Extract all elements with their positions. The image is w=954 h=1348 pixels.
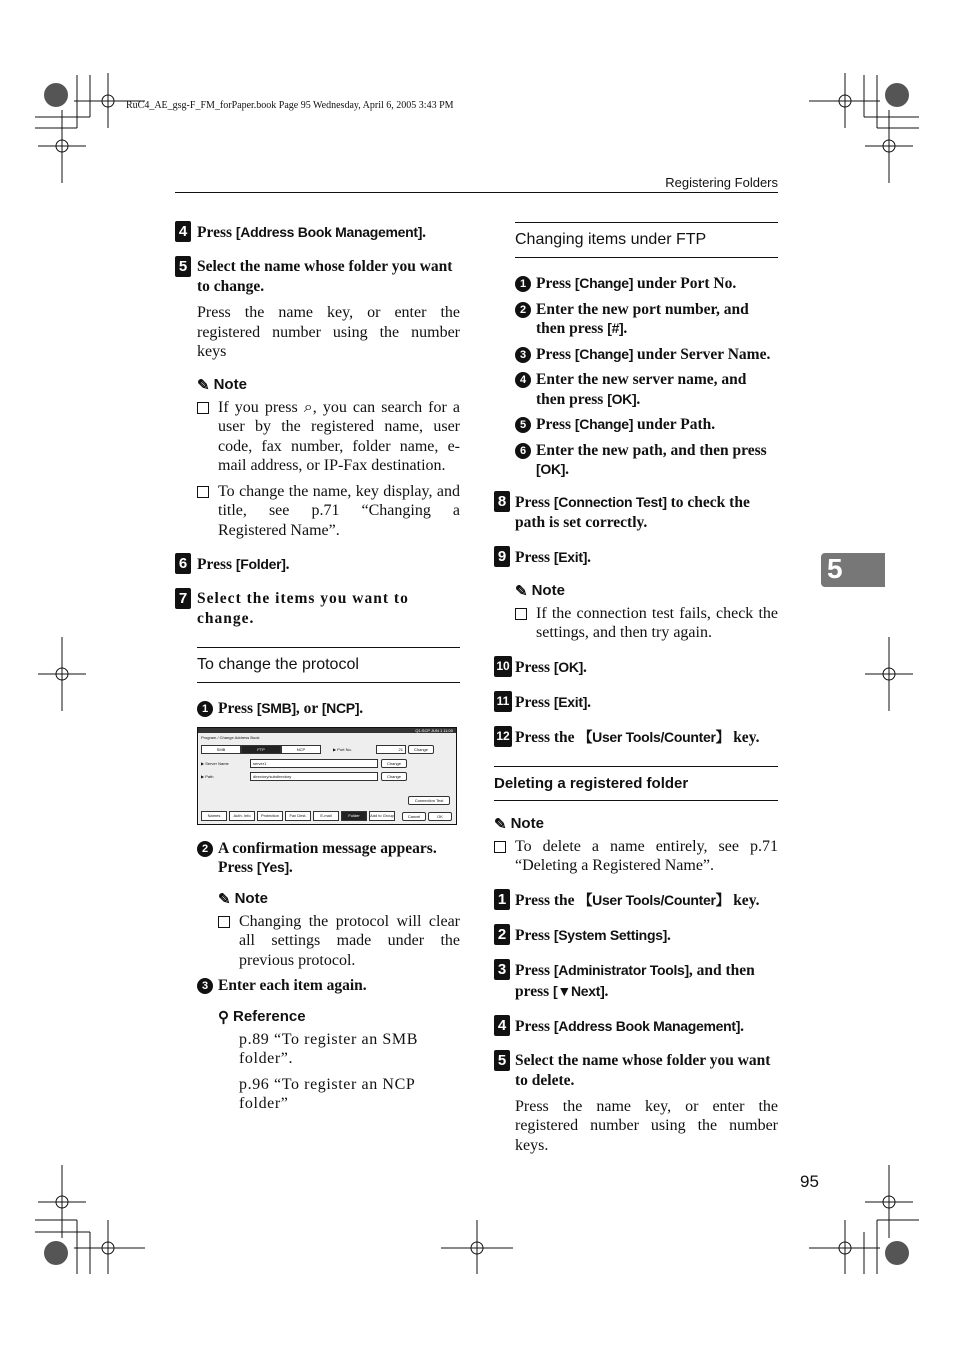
server-change-button[interactable]: Change <box>381 759 407 768</box>
note-heading: ✎ Note <box>197 376 247 394</box>
screen-status: Q1:SCP JUN 1 11:00 <box>415 727 453 733</box>
delete-step-3: 3 Press [Administrator Tools], and then press [▼Next]. <box>494 960 778 1002</box>
ok-button[interactable]: OK <box>428 812 452 821</box>
tab-names[interactable]: Names <box>201 811 227 821</box>
step-4: 4 Press [Address Book Management]. <box>175 222 460 243</box>
step-6: 6 Press [Folder]. <box>175 554 460 575</box>
checkbox-icon <box>197 402 209 414</box>
note-heading: ✎ Note <box>494 815 544 833</box>
reference-heading: ⚲ Reference <box>218 1008 306 1026</box>
tab-add-to-group[interactable]: Add to Group <box>369 811 395 821</box>
tab-ftp[interactable]: FTP <box>241 745 281 754</box>
magnifier-icon: ⚲ <box>218 1008 229 1026</box>
ftp-step-2: 2 Enter the new port number, and then press [#]. <box>494 300 778 339</box>
delete-step-2: 2 Press [System Settings]. <box>494 925 778 946</box>
reference-item: p.96 “To register an NCP folder” <box>239 1075 415 1112</box>
path-field[interactable]: directory/subdirectory <box>250 772 378 781</box>
header-rule <box>175 192 778 193</box>
step-8: 8 Press [Connection Test] to check the path is set correctly. <box>494 492 778 533</box>
connection-test-button[interactable]: Connection Test <box>408 796 450 805</box>
protocol-step-3: 3 Enter each item again. <box>175 976 460 996</box>
protocol-heading: To change the protocol <box>197 647 460 683</box>
note-item: To change the name, key display, and title, see p.71 “Changing a Registered Name”. <box>175 482 460 541</box>
ftp-step-6: 6 Enter the new path, and then press [OK]. <box>494 441 778 480</box>
reference-item: p.89 “To register an SMB folder”. <box>239 1030 419 1067</box>
right-column <box>494 222 778 1169</box>
pencil-icon: ✎ <box>515 582 528 600</box>
step-10: 10 Press [OK]. <box>494 657 778 678</box>
note-item: If the connection test fails, check the settings, and then try again. <box>494 604 778 643</box>
checkbox-icon <box>515 608 527 620</box>
tab-protection[interactable]: Protection <box>257 811 283 821</box>
ftp-step-3: 3 Press [Change] under Server Name. <box>494 345 778 365</box>
file-info: RuC4_AE_gsg-F_FM_forPaper.book Page 95 Wednesday, April 6, 2005 3:43 PM <box>126 100 454 111</box>
note-heading: ✎ Note <box>218 890 268 908</box>
delete-step-5-body: Press the name key, or enter the registered number using the number keys. <box>515 1097 778 1154</box>
step-5: 5 Select the name whose folder you want to change. <box>175 257 460 297</box>
path-change-button[interactable]: Change <box>381 772 407 781</box>
screen-title: Program / Change Address Book <box>201 734 260 740</box>
tab-email[interactable]: E-mail <box>313 811 339 821</box>
step-5-body: Press the name key, or enter the registered number using the number keys <box>197 304 460 360</box>
ftp-step-1: 1 Press [Change] under Port No. <box>494 274 778 294</box>
pencil-icon: ✎ <box>218 890 231 908</box>
tab-folder[interactable]: Folder <box>341 811 367 821</box>
pencil-icon: ✎ <box>494 815 507 833</box>
bottom-tabs <box>201 811 395 821</box>
cancel-button[interactable]: Cancel <box>402 812 426 821</box>
protocol-step-2: 2 A confirmation message appears. Press [Yes]. <box>175 839 460 878</box>
delete-heading: Deleting a registered folder <box>494 766 778 801</box>
step-7: 7 Select the items you want to change. <box>175 589 460 629</box>
ftp-heading: Changing items under FTP <box>515 222 778 258</box>
server-field[interactable]: server1 <box>250 759 378 768</box>
checkbox-icon <box>218 916 230 928</box>
step-11: 11 Press [Exit]. <box>494 692 778 713</box>
page-number: 95 <box>800 1172 819 1191</box>
ftp-step-5: 5 Press [Change] under Path. <box>494 415 778 435</box>
server-label: ▶ Server Name <box>201 760 229 766</box>
checkbox-icon <box>197 486 209 498</box>
tab-smb[interactable]: SMB <box>201 745 241 754</box>
ftp-step-4: 4 Enter the new server name, and then press [OK]. <box>494 370 778 409</box>
protocol-step-1: 1 Press [SMB], or [NCP]. <box>175 699 460 719</box>
left-column <box>175 222 460 1120</box>
chapter-tab: 5 <box>821 553 885 587</box>
path-label: ▶ Path <box>201 773 214 779</box>
tab-ncp[interactable]: NCP <box>281 745 321 754</box>
port-change-button[interactable]: Change <box>408 745 434 754</box>
delete-step-1: 1 Press the 【User Tools/Counter】 key. <box>494 890 778 911</box>
step-9: 9 Press [Exit]. <box>494 547 778 568</box>
port-field[interactable]: 21 <box>376 745 406 754</box>
note-item: To delete a name entirely, see p.71 “Deleting a Registered Name”. <box>494 837 778 876</box>
port-label: ▶ Port No. <box>333 746 352 752</box>
search-key-icon: ⌕ <box>303 398 313 416</box>
note-heading: ✎ Note <box>515 582 565 600</box>
running-header: Registering Folders <box>665 175 778 190</box>
checkbox-icon <box>494 841 506 853</box>
note-item: If you press ⌕, you can search for a user by the registered name, user code, fax number, folder name, e-mail address, or IP-Fax destination. <box>175 398 460 476</box>
pencil-icon: ✎ <box>197 376 210 394</box>
delete-step-5: 5 Select the name whose folder you want to delete. <box>494 1051 778 1091</box>
tab-auth-info[interactable]: Auth. Info <box>229 811 255 821</box>
delete-step-4: 4 Press [Address Book Management]. <box>494 1016 778 1037</box>
step-12: 12 Press the 【User Tools/Counter】 key. <box>494 727 778 748</box>
protocol-tabs <box>201 745 321 754</box>
ftp-settings-screenshot <box>197 727 457 825</box>
tab-fax-dest[interactable]: Fax Dest. <box>285 811 311 821</box>
note-item: Changing the protocol will clear all settings made under the previous protocol. <box>175 912 460 971</box>
